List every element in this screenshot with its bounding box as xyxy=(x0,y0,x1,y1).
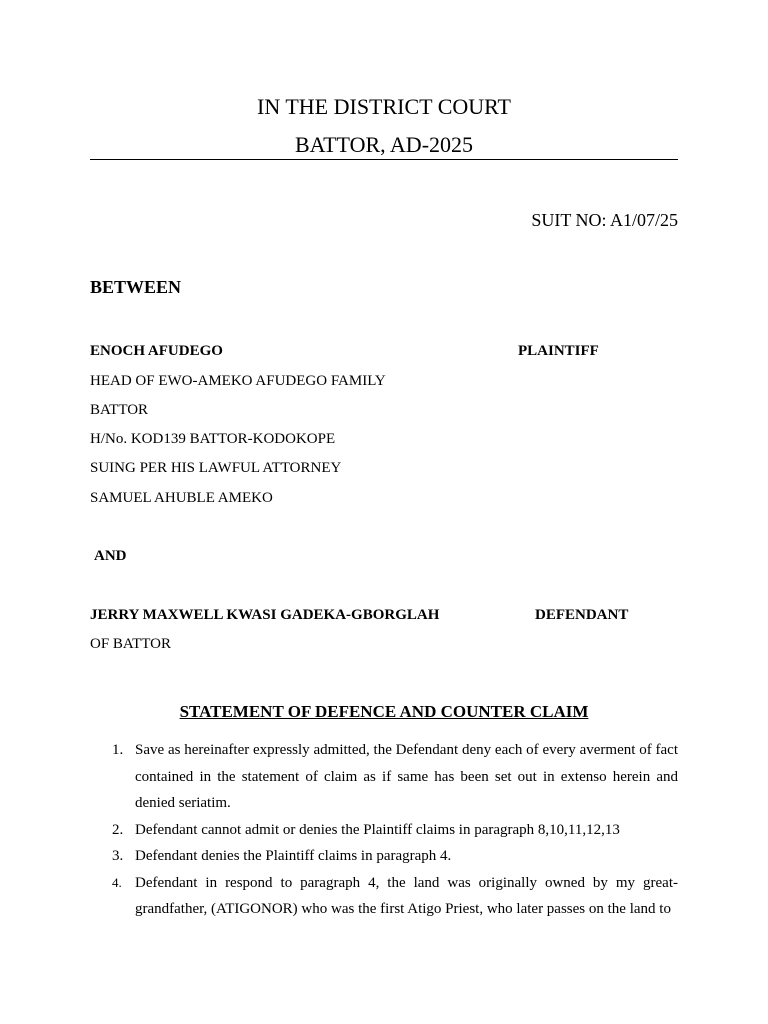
plaintiff-detail: HEAD OF EWO-AMEKO AFUDEGO FAMILY xyxy=(90,373,386,389)
list-item xyxy=(90,870,678,923)
plaintiff-detail: SAMUEL AHUBLE AMEKO xyxy=(90,490,273,506)
plaintiff-detail: H/No. KOD139 BATTOR-KODOKOPE xyxy=(90,431,336,447)
document-heading: STATEMENT OF DEFENCE AND COUNTER CLAIM xyxy=(179,702,589,721)
list-item xyxy=(90,737,678,817)
court-location: BATTOR, AD-2025 xyxy=(294,132,474,157)
paragraph-number: 2. xyxy=(112,821,124,838)
court-name: IN THE DISTRICT COURT xyxy=(257,94,511,119)
paragraph-text: Defendant denies the Plaintiff claims in paragraph 4. xyxy=(135,848,452,864)
list-item xyxy=(90,817,678,844)
plaintiff-detail: BATTOR xyxy=(90,402,149,418)
numbered-paragraphs xyxy=(90,737,678,923)
paragraph-text: Save as hereinafter expressly admitted, the Defendant deny each of every averment of fact contained in the statement of claim as if same has been set out in extenso herein and denied seriatim. xyxy=(135,742,678,811)
paragraph-text: Defendant cannot admit or denies the Plaintiff claims in paragraph 8,10,11,12,13 xyxy=(135,821,620,838)
paragraph-number: 1. xyxy=(112,742,124,758)
plaintiff-name: ENOCH AFUDEGO xyxy=(90,343,223,359)
defendant-role: DEFENDANT xyxy=(535,607,629,623)
suit-number: SUIT NO: A1/07/25 xyxy=(531,210,678,230)
defendant-name: JERRY MAXWELL KWASI GADEKA-GBORGLAH xyxy=(90,607,440,623)
plaintiff-role: PLAINTIFF xyxy=(518,343,599,359)
paragraph-number: 3. xyxy=(112,848,124,864)
title-divider xyxy=(90,159,678,160)
and-label: AND xyxy=(94,548,127,564)
paragraph-text: Defendant in respond to paragraph 4, the land was originally owned by my great-grandfather, (ATIGONOR) who was the first Atigo Priest, who later passes on the land to xyxy=(135,874,678,917)
list-item xyxy=(90,843,678,870)
plaintiff-detail: SUING PER HIS LAWFUL ATTORNEY xyxy=(90,460,342,476)
between-label: BETWEEN xyxy=(90,277,182,297)
paragraph-number: 4. xyxy=(112,874,122,890)
defendant-detail: OF BATTOR xyxy=(90,636,171,652)
